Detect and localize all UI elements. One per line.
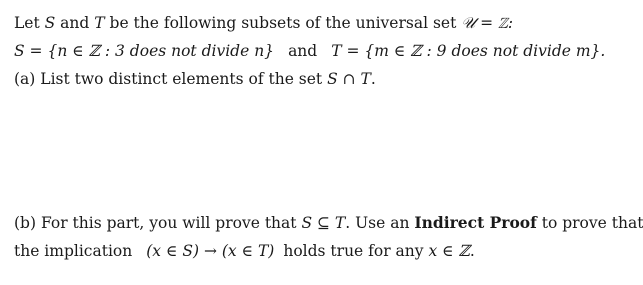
intro-prefix: Let [14,14,45,32]
set-s-definition: S = {n ∈ ℤ : 3 does not divide n} [14,42,275,60]
implication-expression: (x ∈ S) → (x ∈ T) [146,242,275,260]
part-a-end: . [370,70,376,88]
part-b-end: . [469,242,475,260]
and-word: and [288,42,318,60]
part-b-text-3: to prove that [536,214,643,232]
part-a-text: List two distinct elements of the set [35,70,328,88]
universal-set: 𝒰 = ℤ: [461,14,514,32]
set-definitions [14,41,605,61]
part-b-text-1: For this part, you will prove that [36,214,302,232]
part-b-expression-2: x ∈ ℤ [428,242,470,260]
implication-prefix: the implication [14,242,133,260]
var-t: T [94,14,105,32]
var-s: S [44,14,56,32]
part-a-expression: S ∩ T [327,70,371,88]
part-b-text-2: . Use an [345,214,415,232]
indirect-proof-bold: Indirect Proof [414,213,537,232]
implication-suffix: holds true for any [283,242,429,260]
intro-middle: be the following subsets of the universal set [104,14,462,32]
part-b-label: (b) [14,214,37,232]
part-a [14,69,376,89]
part-b-line-1 [14,213,643,233]
part-b-expression-1: S ⊆ T [301,214,346,232]
intro-line [14,13,513,33]
part-b-line-2 [14,241,475,261]
intro-and: and [55,14,95,32]
set-t-definition: T = {m ∈ ℤ : 9 does not divide m}. [331,42,606,60]
part-a-label: (a) [14,70,36,88]
